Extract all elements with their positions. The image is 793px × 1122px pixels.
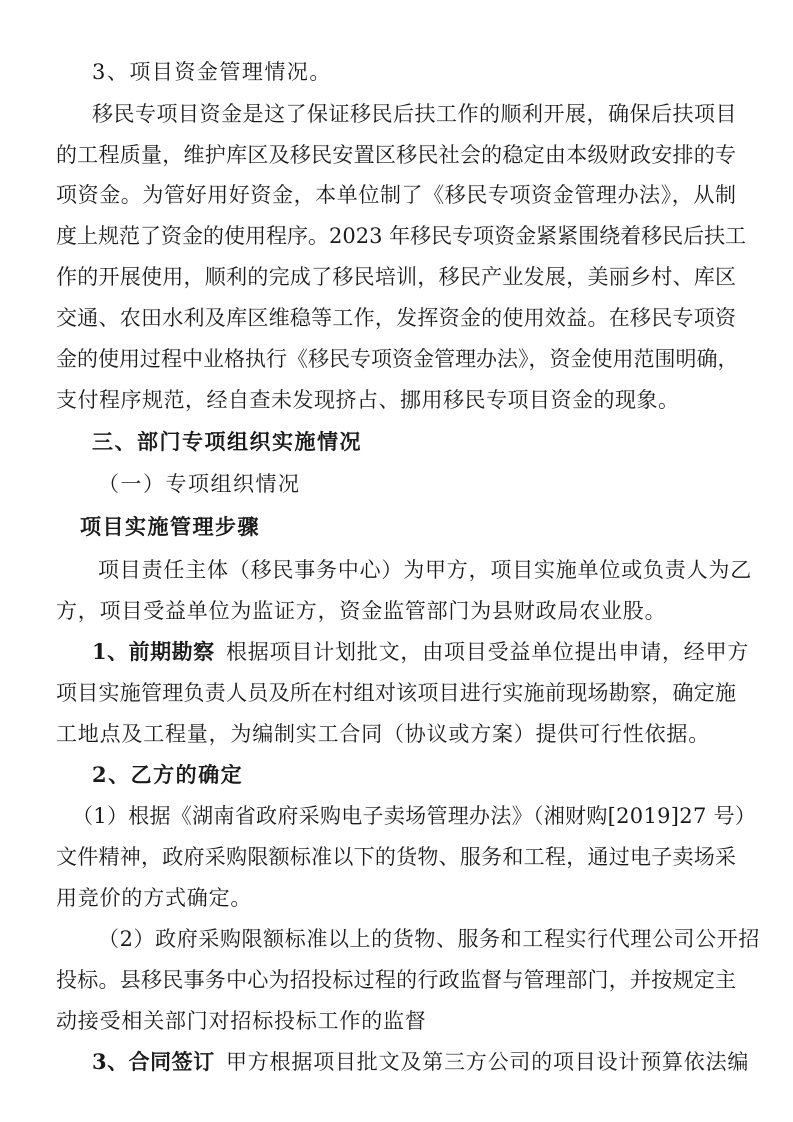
section-3-heading: 3、项目资金管理情况。 <box>92 60 332 84</box>
step-2b-line: 动接受相关部门对招标投标工作的监督 <box>56 1009 427 1033</box>
step-2a-line: 文件精神，政府采购限额标准以下的货物、服务和工程，通过电子卖场采 <box>56 845 736 869</box>
paragraph-funds-line: 支付程序规范，经自查未发现挤占、挪用移民专项目资金的现象。 <box>56 388 680 412</box>
paragraph-funds-line: 交通、农田水利及库区维稳等工作，发挥资金的使用效益。在移民专项资 <box>56 306 736 330</box>
step-2-title: 2、乙方的确定 <box>92 762 244 787</box>
paragraph-funds-line: 度上规范了资金的使用程序。2023 年移民专项资金紧紧围绕着移民后扶工 <box>56 224 747 248</box>
paragraph-funds-line: 移民专项目资金是这了保证移民后扶工作的顺利开展，确保后扶项目 <box>92 102 737 126</box>
step-3-text-line: 甲方根据项目批文及第三方公司的项目设计预算依法编 <box>226 1050 750 1074</box>
implementation-steps-heading: 项目实施管理步骤 <box>80 514 260 539</box>
step-3-title: 3、合同签订 <box>92 1049 215 1074</box>
step-1-text-line: 工地点及工程量，为编制实工合同（协议或方案）提供可行性依据。 <box>56 722 710 746</box>
step-2b-line: （2）政府采购限额标准以上的货物、服务和工程实行代理公司公开招 <box>98 927 760 951</box>
step-1-title: 1、前期勘察 <box>92 639 215 664</box>
step-2a-line: （1）根据《湖南省政府采购电子卖场管理办法》（湘财购[2019]27 号） <box>72 804 757 828</box>
step-1-text-line: 项目实施管理负责人员及所在村组对该项目进行实施前现场勘察，确定施 <box>56 681 736 705</box>
section-three-heading: 三、部门专项组织实施情况 <box>92 429 362 454</box>
paragraph-funds-line: 作的开展使用，顺利的完成了移民培训，移民产业发展，美丽乡村、库区 <box>56 265 736 289</box>
paragraph-funds-line: 项资金。为管好用好资金，本单位制了《移民专项资金管理办法》，从制 <box>56 183 736 207</box>
subsection-one-heading: （一）专项组织情况 <box>98 472 301 496</box>
paragraph-funds-line: 的工程质量，维护库区及移民安置区移民社会的稳定由本级财政安排的专 <box>56 143 736 167</box>
step-1-text-line: 根据项目计划批文，由项目受益单位提出申请，经甲方 <box>226 640 750 664</box>
step-2b-line: 投标。县移民事务中心为招投标过程的行政监督与管理部门，并按规定主 <box>56 968 736 992</box>
paragraph-funds-line: 金的使用过程中业格执行《移民专项资金管理办法》，资金使用范围明确， <box>56 347 739 371</box>
paragraph-parties-line: 方，项目受益单位为监证方，资金监管部门为县财政局农业股。 <box>56 599 667 623</box>
step-2a-line: 用竞价的方式确定。 <box>56 886 253 910</box>
paragraph-parties-line: 项目责任主体（移民事务中心）为甲方，项目实施单位或负责人为乙 <box>98 558 752 582</box>
